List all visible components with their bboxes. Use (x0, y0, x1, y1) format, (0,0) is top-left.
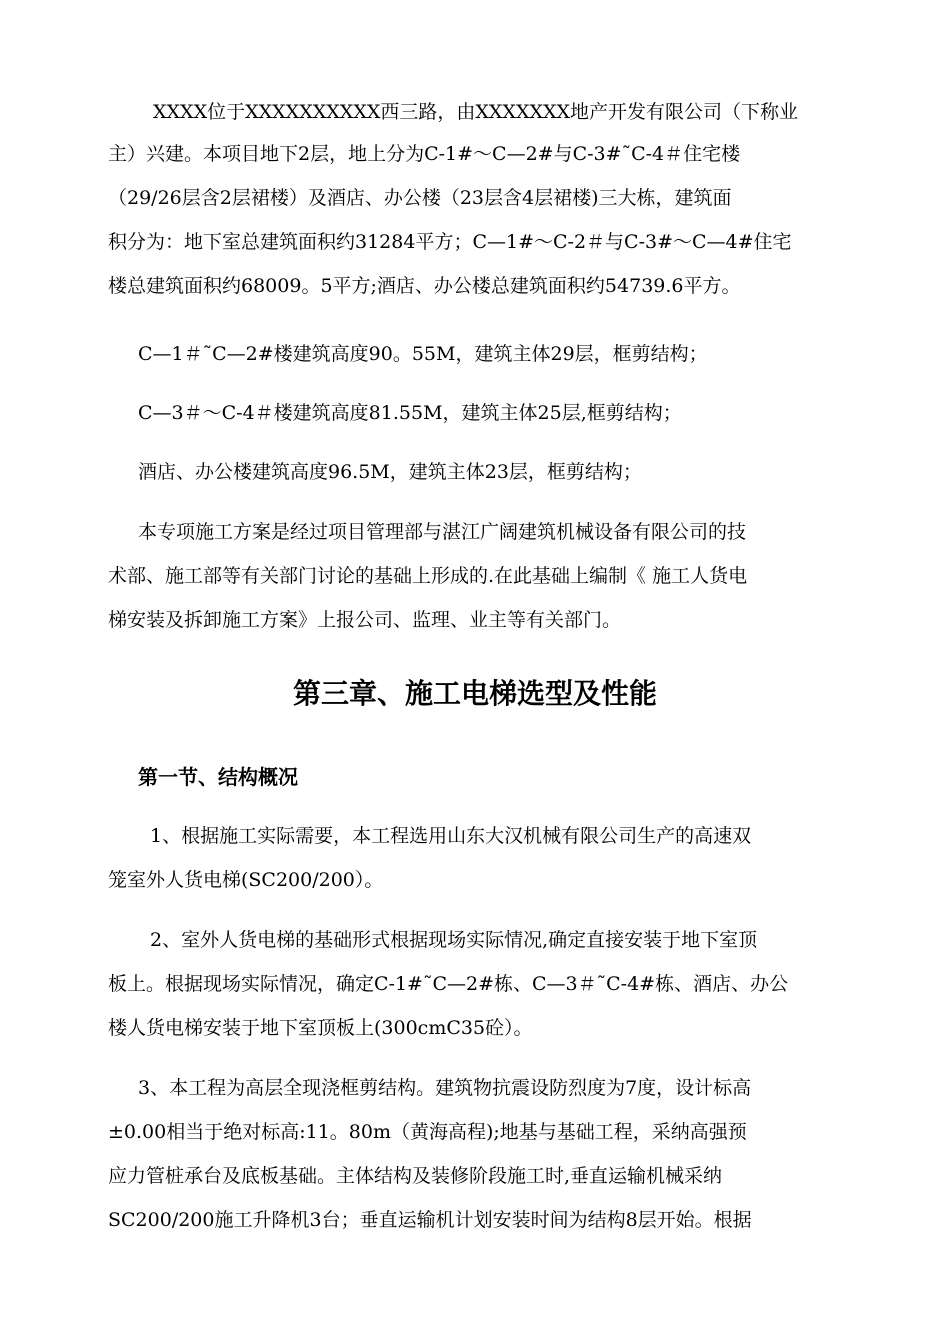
building-hotel-line: 酒店、办公楼建筑高度96.5M，建筑主体23层，框剪结构； (138, 461, 642, 483)
item-3-line-4: SC200/200施工升降机3台；垂直运输机计划安装时间为结构8层开始。根据 (108, 1209, 752, 1231)
item-1-line-2: 笼室外人货电梯(SC200/200）。 (108, 869, 384, 891)
item-1-line-1: 1、根据施工实际需要，本工程选用山东大汉机械有限公司生产的高速双 (150, 825, 752, 847)
item-2-line-1: 2、室外人货电梯的基础形式根据现场实际情况,确定直接安装于地下室顶 (150, 929, 758, 951)
intro-line-1: XXXX位于XXXXXXXXXX西三路，由XXXXXXX地产开发有限公司（下称业 (153, 101, 799, 123)
chapter-title: 第三章、施工电梯选型及性能 (292, 677, 657, 710)
plan-line-1: 本专项施工方案是经过项目管理部与湛江广阔建筑机械设备有限公司的技 (138, 521, 747, 543)
building-c3-c4-line: C—3＃～C-4＃楼建筑高度81.55M，建筑主体25层,框剪结构； (138, 402, 682, 424)
building-c1-c2-line: C—1＃˜C—2#楼建筑高度90。55M，建筑主体29层，框剪结构； (138, 343, 708, 365)
section-title: 第一节、结构概况 (138, 765, 298, 789)
plan-line-3: 梯安装及拆卸施工方案》上报公司、监理、业主等有关部门。 (108, 609, 622, 631)
item-3-line-1: 3、本工程为高层全现浇框剪结构。建筑物抗震设防烈度为7度，设计标高 (138, 1077, 752, 1099)
intro-line-4: 积分为：地下室总建筑面积约31284平方；C—1#～C-2＃与C-3#～C—4#住宅 (108, 231, 792, 253)
item-3-line-2: ±0.00相当于绝对标高:11。80m（黄海高程);地基与基础工程，采纳高强预 (108, 1121, 747, 1143)
intro-line-3: （29/26层含2层裙楼）及酒店、办公楼（23层含4层裙楼)三大栋，建筑面 (108, 187, 732, 209)
item-3-line-3: 应力管桩承台及底板基础。主体结构及装修阶段施工时,垂直运输机械采纳 (108, 1165, 723, 1187)
intro-line-2: 主）兴建。本项目地下2层，地上分为C-1#～C—2#与C-3#˜C-4＃住宅楼 (108, 143, 741, 165)
intro-line-5: 楼总建筑面积约68009。5平方;酒店、办公楼总建筑面积约54739.6平方。 (108, 275, 741, 297)
item-2-line-3: 楼人货电梯安装于地下室顶板上(300cmC35砼）。 (108, 1017, 533, 1039)
plan-line-2: 术部、施工部等有关部门讨论的基础上形成的.在此基础上编制《 施工人货电 (108, 565, 748, 587)
item-2-line-2: 板上。根据现场实际情况，确定C-1#˜C—2#栋、C—3＃˜C-4#栋、酒店、办公 (108, 973, 789, 995)
